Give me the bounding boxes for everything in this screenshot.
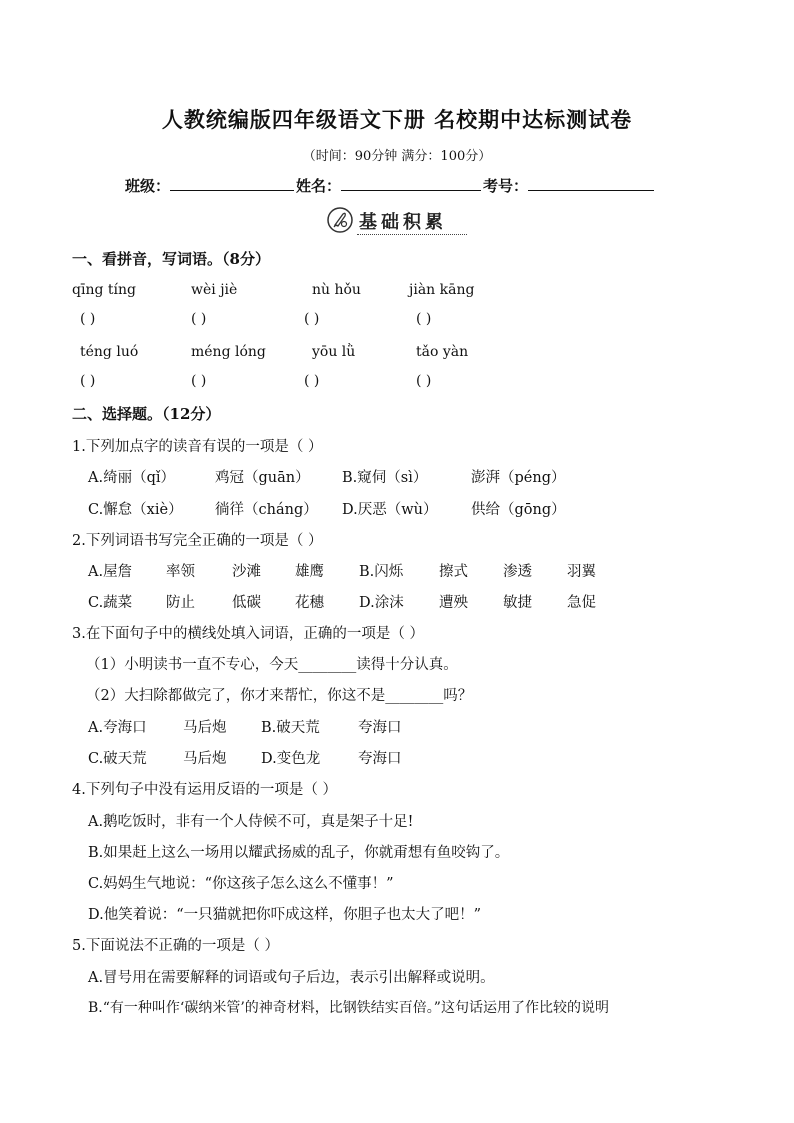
option-c[interactable]: C.破天荒: [88, 751, 147, 767]
option-word: 率领: [166, 564, 195, 580]
option-word: 徜徉（cháng）: [215, 502, 318, 518]
section-badge-label: 基础积累: [359, 212, 447, 233]
option-word: 擦式: [439, 564, 468, 580]
pinyin-item: téng luó: [80, 344, 139, 360]
pinyin-item: yōu lǜ: [312, 344, 356, 360]
question-stem: 3.在下面句子中的横线处填入词语，正确的一项是（ ）: [72, 626, 424, 642]
option-d[interactable]: D.涂沫: [359, 595, 404, 611]
option-word: 羽翼: [567, 564, 596, 580]
fill-sentence: （1）小明读书一直不专心，今天________读得十分认真。: [86, 657, 458, 673]
answer-blank[interactable]: ( ): [304, 373, 320, 389]
option-word: 鸡冠（guān）: [215, 470, 310, 486]
option-a[interactable]: A.冒号用在需要解释的词语或句子后边，表示引出解释或说明。: [88, 970, 495, 986]
answer-blank[interactable]: ( ): [304, 311, 320, 327]
question-stem: 4.下列句子中没有运用反语的一项是（ ）: [72, 782, 337, 798]
option-word: 马后炮: [183, 751, 227, 767]
exam-no-field[interactable]: [528, 176, 654, 191]
option-a[interactable]: A.夸海口: [88, 720, 147, 736]
option-word: 供给（gōng）: [471, 502, 566, 518]
exam-subtitle: （时间：90分钟 满分：100分）: [302, 149, 492, 164]
fill-sentence: （2）大扫除都做完了，你才来帮忙，你这不是________吗？: [86, 688, 473, 704]
section2-heading: 二、选择题。（12分）: [72, 405, 221, 423]
question-stem: 1.下列加点字的读音有误的一项是（ ）: [72, 439, 323, 455]
student-info-row: [125, 175, 685, 196]
option-c[interactable]: C.妈妈生气地说：“你这孩子怎么这么不懂事！”: [88, 876, 394, 892]
option-word: 雄鹰: [295, 564, 324, 580]
pinyin-item: méng lóng: [191, 344, 266, 360]
answer-blank[interactable]: ( ): [191, 373, 207, 389]
option-c[interactable]: C.懈怠（xiè）: [88, 502, 183, 518]
option-b[interactable]: B.如果赶上这么一场用以耀武扬威的乱子，你就甭想有鱼咬钩了。: [88, 845, 510, 861]
option-word: 急促: [567, 595, 596, 611]
answer-blank[interactable]: ( ): [191, 311, 207, 327]
name-field[interactable]: [341, 176, 481, 191]
answer-blank[interactable]: ( ): [80, 373, 96, 389]
quill-inkpot-icon: [327, 207, 353, 233]
answer-blank[interactable]: ( ): [80, 311, 96, 327]
class-field[interactable]: [170, 176, 294, 191]
option-word: 花穗: [295, 595, 324, 611]
option-d[interactable]: D.变色龙: [261, 751, 321, 767]
answer-blank[interactable]: ( ): [416, 311, 432, 327]
option-word: 沙滩: [232, 564, 261, 580]
answer-blank[interactable]: ( ): [416, 373, 432, 389]
option-b[interactable]: B.闪烁: [359, 564, 404, 580]
option-word: 夸海口: [358, 751, 402, 767]
class-label: 班级：: [125, 177, 171, 195]
option-word: 马后炮: [183, 720, 227, 736]
pinyin-item: jiàn kāng: [409, 282, 475, 298]
name-label: 姓名：: [296, 177, 342, 195]
option-a[interactable]: A.绮丽（qǐ）: [88, 470, 175, 486]
section-badge: [327, 205, 467, 237]
option-word: 遭殃: [439, 595, 468, 611]
question-stem: 2.下列词语书写完全正确的一项是（ ）: [72, 533, 323, 549]
option-a[interactable]: A.屋詹: [88, 564, 133, 580]
option-b[interactable]: B.窥伺（sì）: [342, 470, 428, 486]
option-c[interactable]: C.蔬菜: [88, 595, 133, 611]
option-word: 防止: [166, 595, 195, 611]
option-b[interactable]: B.“有一种叫作‘碳纳米管’的神奇材料，比钢铁结实百倍。”这句话运用了作比较的说明: [88, 1000, 609, 1016]
pinyin-item: nù hǒu: [312, 282, 361, 298]
option-word: 澎湃（péng）: [471, 470, 566, 486]
pinyin-item: wèi jiè: [191, 282, 238, 298]
exam-title: 人教统编版四年级语文下册 名校期中达标测试卷: [161, 107, 633, 132]
pinyin-item: qīng tíng: [72, 282, 136, 298]
option-word: 夸海口: [358, 720, 402, 736]
option-b[interactable]: B.破天荒: [261, 720, 320, 736]
option-word: 渗透: [503, 564, 532, 580]
pinyin-item: tǎo yàn: [416, 344, 469, 360]
option-word: 低碳: [232, 595, 261, 611]
question-stem: 5.下面说法不正确的一项是（ ）: [72, 938, 279, 954]
section1-heading: 一、看拼音，写词语。（8分）: [72, 250, 270, 268]
exam-no-label: 考号：: [483, 177, 529, 195]
option-word: 敏捷: [503, 595, 532, 611]
option-d[interactable]: D.他笑着说：“一只猫就把你吓成这样，你胆子也太大了吧！”: [88, 907, 482, 923]
option-a[interactable]: A.鹅吃饭时，非有一个人侍候不可，真是架子十足!: [88, 814, 414, 830]
option-d[interactable]: D.厌恶（wù）: [342, 502, 438, 518]
badge-underline: [357, 234, 467, 235]
